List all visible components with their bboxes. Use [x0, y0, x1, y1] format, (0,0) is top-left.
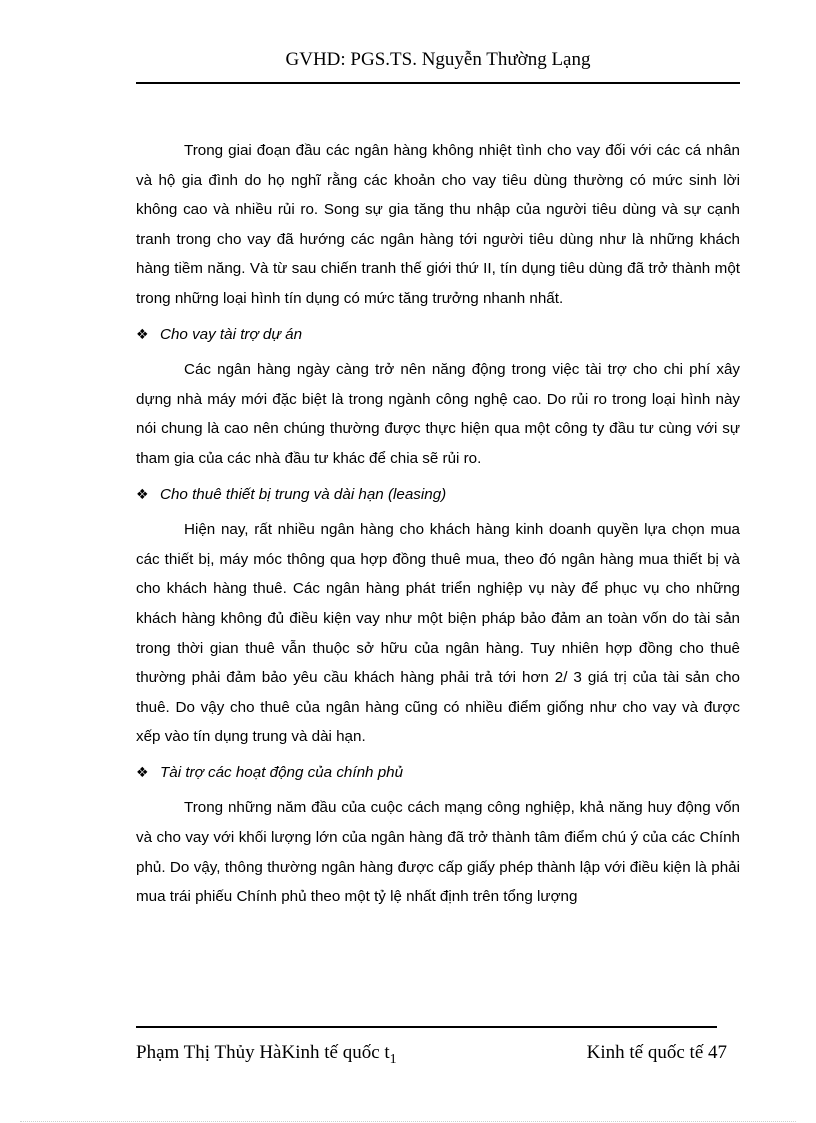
footer-author — [136, 1040, 397, 1073]
paragraph-government-finance: Trong những năm đầu của cuộc cách mạng công nghiệp, khả năng huy động vốn và cho vay với khối lượng lớn của ngân hàng đã trở thành tâm điểm chú ý của các Chính phủ. Do vậy, thông thường ngân hàng được cấp giấy phép thành lập với điều kiện là phải mua trái phiếu Chính phủ theo một tỷ lệ nhất định trên tổng lượng — [136, 799, 740, 906]
diamond-dots-bullet-icon: ❖ — [136, 325, 149, 342]
paragraph-leasing: Hiện nay, rất nhiều ngân hàng cho khách hàng kinh doanh quyền lựa chọn mua các thiết bị, máy móc thông qua hợp đồng thuê mua, theo đó ngân hàng mua thiết bị và cho khách hàng thuê. Các ngân hàng phát triển nghiệp vụ này để phục vụ cho những khách hàng không đủ điều kiện vay như một biện pháp bảo đảm an toàn vốn do tài sản trong thời gian thuê vẫn thuộc sở hữu của ngân hàng. Tuy nhiên hợp đồng cho thuê thường phải đảm bảo yêu cầu khách hàng phải trả tới hơn 2/ 3 giá trị của tài sản cho thuê. Do vậy cho thuê của ngân hàng cũng có nhiều điểm giống như cho vay và được xếp vào tín dụng trung và dài hạn. — [136, 521, 740, 746]
footer-page-label: Kinh tế quốc tế 47 — [586, 1042, 727, 1063]
section-heading-label: Tài trợ các hoạt động của chính phủ — [160, 763, 404, 781]
paragraph-project-finance: Các ngân hàng ngày càng trở nên năng động trong việc tài trợ cho chi phí xây dựng nhà máy mới đặc biệt là trong ngành công nghệ cao. Do rủi ro trong loại hình này nói chung là cao nên chúng thường được thực hiện qua một công ty đầu tư cùng với sự tham gia của các nhà đầu tư khác để chia sẽ rủi ro. — [136, 361, 740, 467]
header-divider — [136, 82, 740, 84]
footer-divider — [136, 1026, 717, 1028]
section-heading-government-finance — [136, 758, 740, 788]
body-text — [136, 136, 740, 912]
diamond-dots-bullet-icon: ❖ — [136, 485, 149, 502]
header-title: GVHD: PGS.TS. Nguyễn Thường Lạng — [285, 49, 591, 70]
footer-author-subscript: 1 — [389, 1052, 397, 1067]
section-heading-leasing — [136, 480, 740, 510]
footer-author-text: Phạm Thị Thủy HàKinh tế quốc t — [136, 1042, 390, 1063]
section-heading-label: Cho thuê thiết bị trung và dài hạn (leasing) — [160, 485, 447, 503]
page-bottom-edge — [20, 1121, 796, 1122]
paragraph-consumer-credit: Trong giai đoạn đầu các ngân hàng không nhiệt tình cho vay đối với các cá nhân và hộ gia đình do họ nghĩ rằng các khoản cho vay tiêu dùng thường có mức sinh lời không cao và nhiều rủi ro. Song sự gia tăng thu nhập của người tiêu dùng và sự cạnh tranh trong cho vay đã hướng các ngân hàng tới người tiêu dùng như là những khách hàng tiềm năng. Và từ sau chiến tranh thế giới thứ II, tín dụng tiêu dùng đã trở thành một trong những loại hình tín dụng có mức tăng trưởng nhanh nhất. — [136, 142, 740, 307]
section-heading-project-finance — [136, 320, 740, 350]
diamond-dots-bullet-icon: ❖ — [136, 763, 149, 780]
section-heading-label: Cho vay tài trợ dự án — [160, 325, 303, 343]
